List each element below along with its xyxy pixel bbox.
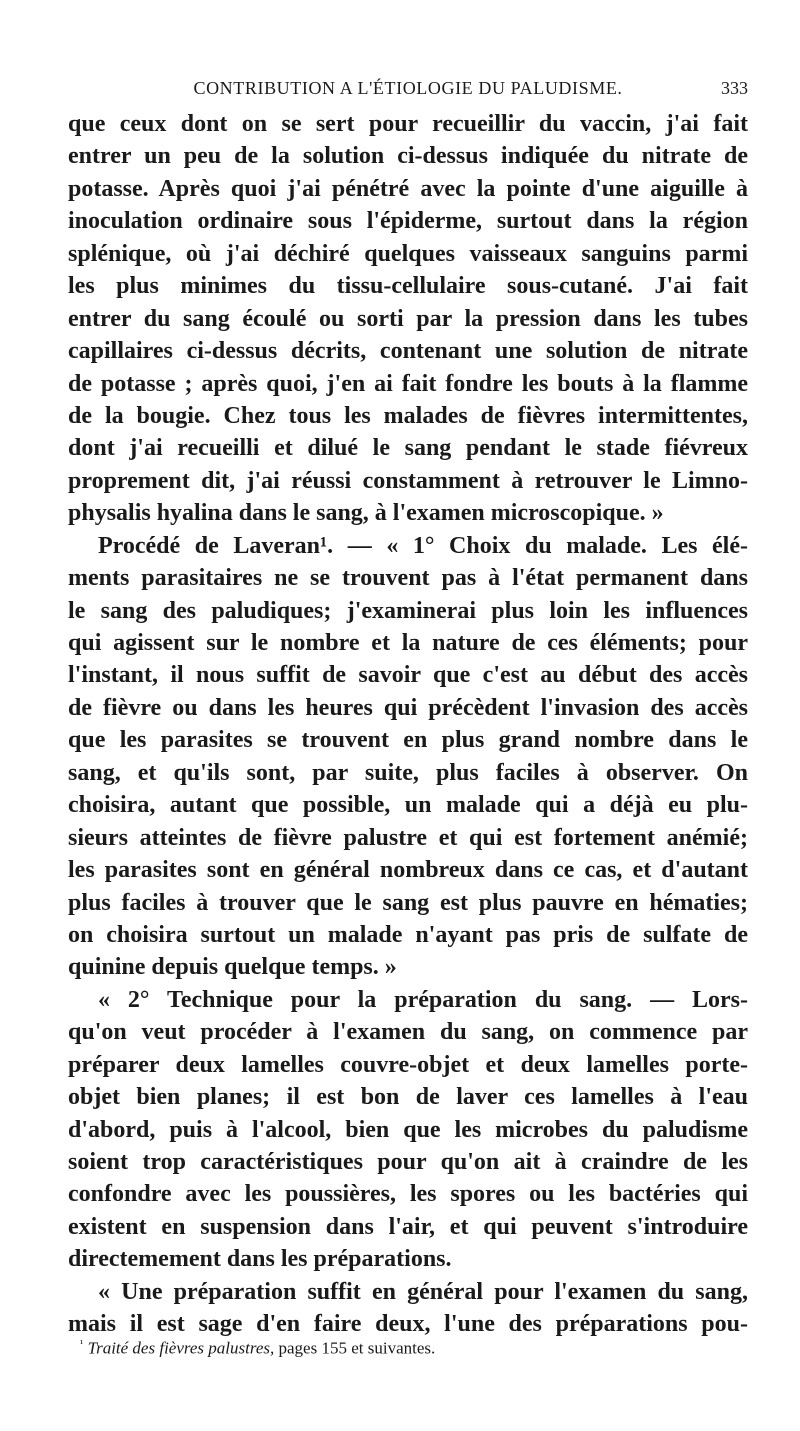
text-line: quinine depuis quelque temps. »: [68, 954, 397, 981]
footnote-title: Traité des fièvres palustres,: [87, 1338, 275, 1358]
footnote-marker: ¹: [80, 1338, 84, 1350]
text-line: directemement dans les préparations.: [68, 1246, 452, 1273]
text-line: de fièvre ou dans les heures qui précèdent l'invasion des accès: [68, 694, 748, 721]
text-line: sieurs atteintes de fièvre palustre et qui est fortement anémié;: [68, 824, 748, 851]
text-line: les plus minimes du tissu-cellulaire sous-cutané. J'ai fait: [68, 273, 748, 300]
text-line: l'instant, il nous suffit de savoir que c'est au début des accès: [68, 662, 748, 689]
text-line: qu'on veut procéder à l'examen du sang, on commence par: [68, 1019, 748, 1046]
text-line: « 2° Technique pour la préparation du sang. — Lors-: [98, 986, 748, 1013]
text-line: « Une préparation suffit en général pour l'examen du sang,: [98, 1278, 748, 1305]
text-line: le sang des paludiques; j'examinerai plus loin les influences: [68, 597, 748, 624]
body-text: [68, 108, 748, 1341]
text-line: Procédé de Laveran¹. — « 1° Choix du malade. Les élé-: [98, 532, 748, 559]
text-line: soient trop caractéristiques pour qu'on ait à craindre de les: [68, 1149, 748, 1175]
text-line: on choisira surtout un malade n'ayant pas pris de sulfate de: [68, 921, 748, 948]
footnote-text: pages 155 et suivantes.: [274, 1338, 436, 1358]
page-number: 333: [721, 78, 748, 98]
text-line: qui agissent sur le nombre et la nature de ces éléments; pour: [68, 630, 748, 656]
text-line: que ceux dont on se sert pour recueillir du vaccin, j'ai fait: [68, 111, 748, 137]
text-line: objet bien planes; il est bon de laver ces lamelles à l'eau: [68, 1084, 748, 1111]
text-line: entrer un peu de la solution ci-dessus indiquée du nitrate de: [68, 143, 748, 170]
text-line: que les parasites se trouvent en plus grand nombre dans le: [68, 727, 748, 754]
text-line: ments parasitaires ne se trouvent pas à l'état permanent dans: [68, 565, 748, 592]
text-line: les parasites sont en général nombreux dans ce cas, et d'autant: [68, 857, 748, 884]
text-line: splénique, où j'ai déchiré quelques vaisseaux sanguins parmi: [68, 240, 748, 267]
page-header: [68, 76, 748, 100]
text-line: d'abord, puis à l'alcool, bien que les microbes du paludisme: [68, 1116, 748, 1143]
running-head: CONTRIBUTION A L'ÉTIOLOGIE DU PALUDISME.: [193, 78, 623, 98]
text-line: proprement dit, j'ai réussi constamment à retrouver le Limno-: [68, 467, 748, 494]
text-line: sang, et qu'ils sont, par suite, plus faciles à observer. On: [68, 759, 748, 786]
text-line: de la bougie. Chez tous les malades de fièvres intermittentes,: [68, 402, 748, 429]
text-line: existent en suspension dans l'air, et qui peuvent s'introduire: [68, 1213, 748, 1240]
text-line: entrer du sang écoulé ou sorti par la pression dans les tubes: [68, 305, 748, 332]
text-line: capillaires ci-dessus décrits, contenant une solution de nitrate: [68, 338, 748, 365]
text-line: choisira, autant que possible, un malade qui a déjà eu plu-: [68, 792, 748, 819]
text-line: inoculation ordinaire sous l'épiderme, surtout dans la région: [68, 208, 748, 235]
text-line: potasse. Après quoi j'ai pénétré avec la pointe d'une aiguille à: [68, 175, 748, 202]
text-line: préparer deux lamelles couvre-objet et deux lamelles porte-: [68, 1051, 748, 1078]
text-line: confondre avec les poussières, les spores ou les bactéries qui: [68, 1181, 748, 1208]
text-line: mais il est sage d'en faire deux, l'une des préparations pou-: [68, 1311, 748, 1338]
text-line: de potasse ; après quoi, j'en ai fait fondre les bouts à la flamme: [68, 370, 748, 397]
text-line: physalis hyalina dans le sang, à l'examen microscopique. »: [68, 500, 664, 527]
text-line: dont j'ai recueilli et dilué le sang pendant le stade fiévreux: [68, 435, 748, 462]
footnote: [80, 1332, 435, 1361]
text-line: plus faciles à trouver que le sang est plus pauvre en hématies;: [68, 889, 748, 916]
